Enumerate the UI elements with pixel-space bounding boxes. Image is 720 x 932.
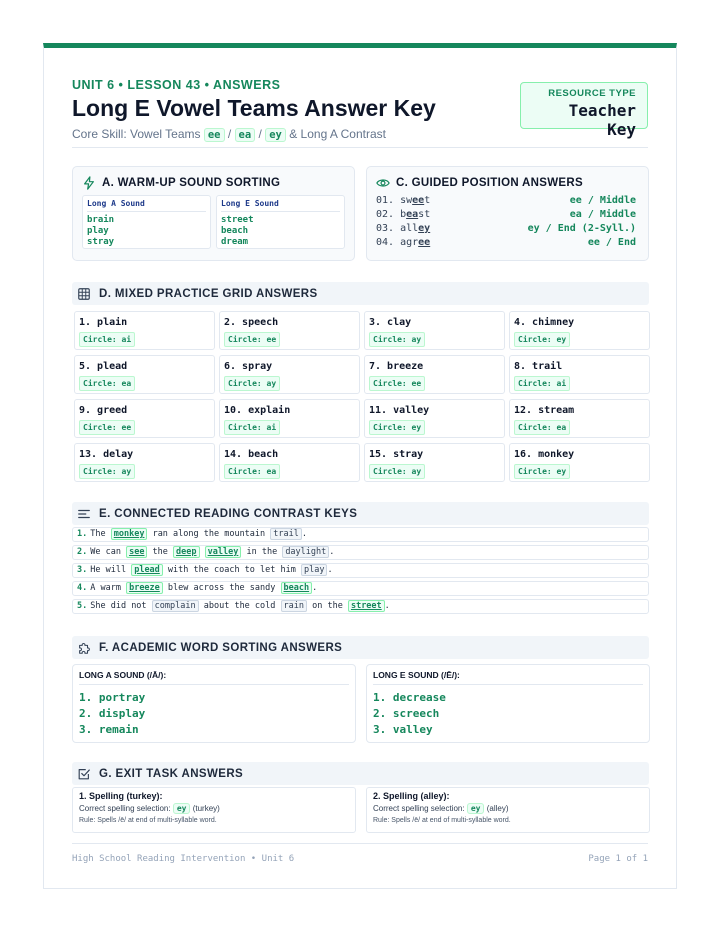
sentence-number: 5. bbox=[77, 601, 88, 611]
grid-circle-answer: Circle: ey bbox=[514, 464, 570, 479]
sentence-text: in the bbox=[241, 547, 283, 557]
section-c-card bbox=[366, 166, 649, 261]
exit-task-rule: Rule: Spells /ē/ at end of multi-syllable word. bbox=[373, 817, 511, 824]
position-word bbox=[376, 237, 430, 248]
long-e-word-chip: breeze bbox=[126, 582, 163, 594]
section-a-title: A. WARM-UP SOUND SORTING bbox=[102, 177, 281, 189]
section-g-heading bbox=[72, 762, 649, 785]
grid-word: 9. greed bbox=[79, 405, 128, 416]
academic-long-e-heading: LONG E SOUND (/Ē/): bbox=[373, 670, 643, 685]
exit-task-card bbox=[366, 787, 650, 833]
position-word bbox=[376, 209, 430, 220]
grid-circle-answer: Circle: ay bbox=[79, 464, 135, 479]
section-c-title: C. GUIDED POSITION ANSWERS bbox=[396, 177, 583, 189]
position-row bbox=[376, 195, 636, 209]
lightning-icon bbox=[82, 176, 96, 190]
sentence-text: blew across the sandy bbox=[162, 583, 281, 593]
position-answer: ea / Middle bbox=[569, 209, 636, 220]
word-part: t bbox=[424, 195, 431, 206]
vowel-team-highlight: ea bbox=[406, 209, 419, 220]
grid-icon bbox=[77, 287, 91, 301]
grid-cell bbox=[509, 311, 650, 350]
long-e-word: street bbox=[221, 215, 254, 225]
grid-circle-answer: Circle: ai bbox=[224, 420, 280, 435]
section-d-title: D. MIXED PRACTICE GRID ANSWERS bbox=[99, 287, 318, 300]
academic-long-a-heading: LONG A SOUND (/Ā/): bbox=[79, 670, 349, 685]
word-part: b bbox=[400, 209, 407, 220]
grid-cell bbox=[509, 443, 650, 482]
word-part: st bbox=[418, 209, 431, 220]
word-part: agr bbox=[400, 237, 419, 248]
section-e-title: E. CONNECTED READING CONTRAST KEYS bbox=[99, 507, 358, 520]
grid-circle-answer: Circle: ee bbox=[79, 420, 135, 435]
reading-sentence bbox=[72, 527, 649, 542]
grid-cell bbox=[364, 399, 505, 438]
position-answer: ee / End bbox=[587, 237, 636, 248]
grid-word: 1. plain bbox=[79, 317, 128, 328]
grid-cell bbox=[74, 443, 215, 482]
exit-task-rule: Rule: Spells /ē/ at end of multi-syllable word. bbox=[79, 817, 217, 824]
grid-word: 2. speech bbox=[224, 317, 279, 328]
spelling-word: (alley) bbox=[486, 804, 509, 813]
section-f-title: F. ACADEMIC WORD SORTING ANSWERS bbox=[99, 641, 343, 654]
grid-circle-answer: Circle: ea bbox=[79, 376, 135, 391]
grid-word: 7. breeze bbox=[369, 361, 424, 372]
grid-circle-answer: Circle: ee bbox=[224, 332, 280, 347]
grid-circle-answer: Circle: ee bbox=[369, 376, 425, 391]
grid-circle-answer: Circle: ea bbox=[514, 420, 570, 435]
long-a-column bbox=[82, 195, 211, 249]
position-word bbox=[376, 223, 430, 234]
long-a-word: brain bbox=[87, 215, 115, 225]
grid-cell bbox=[364, 355, 505, 394]
long-e-word-chip: see bbox=[126, 546, 147, 558]
sentence-number: 3. bbox=[77, 565, 88, 575]
subtitle-suffix: & Long A Contrast bbox=[289, 127, 386, 141]
vowel-team-highlight: ee bbox=[418, 237, 431, 248]
long-e-word-chip: plead bbox=[131, 564, 163, 576]
long-e-word-chip: beach bbox=[281, 582, 313, 594]
academic-long-e-card bbox=[366, 664, 650, 743]
sentence-text: He will bbox=[90, 565, 132, 575]
word-part: sw bbox=[400, 195, 413, 206]
grid-cell bbox=[74, 355, 215, 394]
grid-circle-answer: Circle: ey bbox=[369, 420, 425, 435]
selection-label: Correct spelling selection: bbox=[79, 804, 171, 813]
section-g-title: G. EXIT TASK ANSWERS bbox=[99, 767, 244, 780]
academic-long-a-card bbox=[72, 664, 356, 743]
word-part: all bbox=[400, 223, 419, 234]
grid-word: 16. monkey bbox=[514, 449, 575, 460]
spelling-tag: ey bbox=[467, 803, 485, 814]
grid-cell bbox=[219, 443, 360, 482]
grid-word: 12. stream bbox=[514, 405, 575, 416]
vowel-team-highlight: ee bbox=[412, 195, 425, 206]
sentence-text: We can bbox=[90, 547, 127, 557]
grid-word: 8. trail bbox=[514, 361, 563, 372]
academic-word: 3. remain bbox=[79, 723, 139, 736]
row-number: 01. bbox=[376, 195, 395, 206]
grid-word: 15. stray bbox=[369, 449, 424, 460]
tag-separator: / bbox=[227, 127, 232, 141]
footer-page-number: Page 1 of 1 bbox=[588, 854, 648, 864]
grid-word: 10. explain bbox=[224, 405, 291, 416]
long-e-word: beach bbox=[221, 226, 249, 236]
section-a-heading bbox=[82, 176, 280, 190]
sentence-text: A warm bbox=[90, 583, 127, 593]
exit-task-selection bbox=[373, 804, 643, 813]
resource-type-box bbox=[520, 82, 648, 139]
worksheet-page bbox=[43, 43, 677, 889]
long-e-column bbox=[216, 195, 345, 249]
page-title: Long E Vowel Teams Answer Key bbox=[72, 95, 436, 121]
vowel-team-highlight: ey bbox=[418, 223, 431, 234]
exit-task-heading: 1. Spelling (turkey): bbox=[79, 791, 163, 801]
academic-word: 3. valley bbox=[373, 723, 433, 736]
sentence-number: 4. bbox=[77, 583, 88, 593]
grid-cell bbox=[219, 355, 360, 394]
position-answer: ee / Middle bbox=[569, 195, 636, 206]
long-a-word: play bbox=[87, 226, 109, 236]
grid-word: 11. valley bbox=[369, 405, 430, 416]
sentence-text: . bbox=[329, 547, 335, 557]
tag-separator: / bbox=[258, 127, 262, 141]
grid-circle-answer: Circle: ai bbox=[79, 332, 135, 347]
resource-type-label: RESOURCE TYPE bbox=[548, 88, 636, 99]
grid-cell bbox=[509, 355, 650, 394]
spelling-tag: ey bbox=[173, 803, 191, 814]
sentence-text: . bbox=[312, 583, 318, 593]
long-a-word-chip: complain bbox=[152, 600, 199, 612]
position-word bbox=[376, 195, 430, 206]
spelling-word: (turkey) bbox=[192, 804, 220, 813]
long-e-word: dream bbox=[221, 237, 249, 247]
sentence-text: about the cold bbox=[198, 601, 281, 611]
exit-task-heading: 2. Spelling (alley): bbox=[373, 791, 450, 801]
tag-ey: ey bbox=[265, 128, 286, 142]
grid-cell bbox=[74, 311, 215, 350]
list-icon bbox=[77, 507, 91, 521]
academic-word: 1. portray bbox=[79, 691, 146, 704]
sentence-text: the bbox=[147, 547, 174, 557]
sentence-text: . bbox=[384, 601, 390, 611]
puzzle-icon bbox=[77, 641, 91, 655]
long-a-word-chip: rain bbox=[281, 600, 307, 612]
reading-sentence bbox=[72, 599, 649, 614]
eye-icon bbox=[376, 176, 390, 190]
footer-course: High School Reading Intervention • Unit 6 bbox=[72, 854, 295, 864]
sentence-text: with the coach to let him bbox=[162, 565, 301, 575]
subtitle-prefix: Core Skill: Vowel Teams bbox=[72, 127, 201, 141]
grid-word: 5. plead bbox=[79, 361, 128, 372]
long-e-word-chip: deep bbox=[173, 546, 199, 558]
position-row bbox=[376, 237, 636, 251]
grid-circle-answer: Circle: ey bbox=[514, 332, 570, 347]
long-a-heading: Long A Sound bbox=[87, 199, 206, 212]
grid-cell bbox=[364, 443, 505, 482]
grid-cell bbox=[74, 399, 215, 438]
section-f-heading bbox=[72, 636, 649, 659]
long-e-word-chip: street bbox=[348, 600, 385, 612]
sentence-text: on the bbox=[307, 601, 348, 611]
reading-sentence bbox=[72, 545, 649, 560]
selection-label: Correct spelling selection: bbox=[373, 804, 465, 813]
academic-word: 1. decrease bbox=[373, 691, 446, 704]
long-e-word-chip: monkey bbox=[111, 528, 148, 540]
long-a-word-chip: daylight bbox=[282, 546, 329, 558]
grid-word: 14. beach bbox=[224, 449, 279, 460]
grid-cell bbox=[219, 399, 360, 438]
sentence-text: She did not bbox=[90, 601, 152, 611]
row-number: 03. bbox=[376, 223, 395, 234]
sentence-number: 1. bbox=[77, 529, 88, 539]
grid-word: 6. spray bbox=[224, 361, 273, 372]
grid-circle-answer: Circle: ea bbox=[224, 464, 280, 479]
row-number: 04. bbox=[376, 237, 395, 248]
long-e-word-chip: valley bbox=[205, 546, 242, 558]
sentence-text: . bbox=[327, 565, 333, 575]
long-a-word-chip: trail bbox=[270, 528, 302, 540]
page-footer bbox=[72, 843, 648, 869]
academic-word: 2. display bbox=[79, 707, 146, 720]
section-a-card bbox=[72, 166, 355, 261]
tag-ee: ee bbox=[204, 128, 225, 142]
tag-ea: ea bbox=[235, 128, 256, 142]
grid-word: 4. chimney bbox=[514, 317, 575, 328]
position-row bbox=[376, 223, 636, 237]
position-row bbox=[376, 209, 636, 223]
lesson-kicker: UNIT 6 • LESSON 43 • ANSWERS bbox=[72, 78, 281, 92]
position-answer: ey / End (2-Syll.) bbox=[527, 223, 636, 234]
grid-circle-answer: Circle: ay bbox=[369, 464, 425, 479]
grid-cell bbox=[509, 399, 650, 438]
grid-circle-answer: Circle: ay bbox=[224, 376, 280, 391]
long-a-word: stray bbox=[87, 237, 115, 247]
academic-word: 2. screech bbox=[373, 707, 440, 720]
sentence-text: ran along the mountain bbox=[147, 529, 271, 539]
page-header bbox=[72, 78, 648, 148]
section-c-heading bbox=[376, 176, 583, 190]
section-d-heading bbox=[72, 282, 649, 305]
grid-cell bbox=[219, 311, 360, 350]
sentence-text: . bbox=[301, 529, 307, 539]
resource-type-value: Teacher Key bbox=[568, 101, 636, 139]
checkbox-icon bbox=[77, 767, 91, 781]
sentence-text bbox=[200, 547, 205, 557]
exit-task-selection bbox=[79, 804, 349, 813]
row-number: 02. bbox=[376, 209, 395, 220]
grid-word: 3. clay bbox=[369, 317, 412, 328]
long-e-heading: Long E Sound bbox=[221, 199, 340, 212]
reading-sentence bbox=[72, 581, 649, 596]
long-a-word-chip: play bbox=[301, 564, 327, 576]
grid-circle-answer: Circle: ay bbox=[369, 332, 425, 347]
sentence-number: 2. bbox=[77, 547, 88, 557]
grid-cell bbox=[364, 311, 505, 350]
section-e-heading bbox=[72, 502, 649, 525]
reading-sentence bbox=[72, 563, 649, 578]
sentence-text: The bbox=[90, 529, 111, 539]
grid-word: 13. delay bbox=[79, 449, 134, 460]
grid-circle-answer: Circle: ai bbox=[514, 376, 570, 391]
exit-task-card bbox=[72, 787, 356, 833]
